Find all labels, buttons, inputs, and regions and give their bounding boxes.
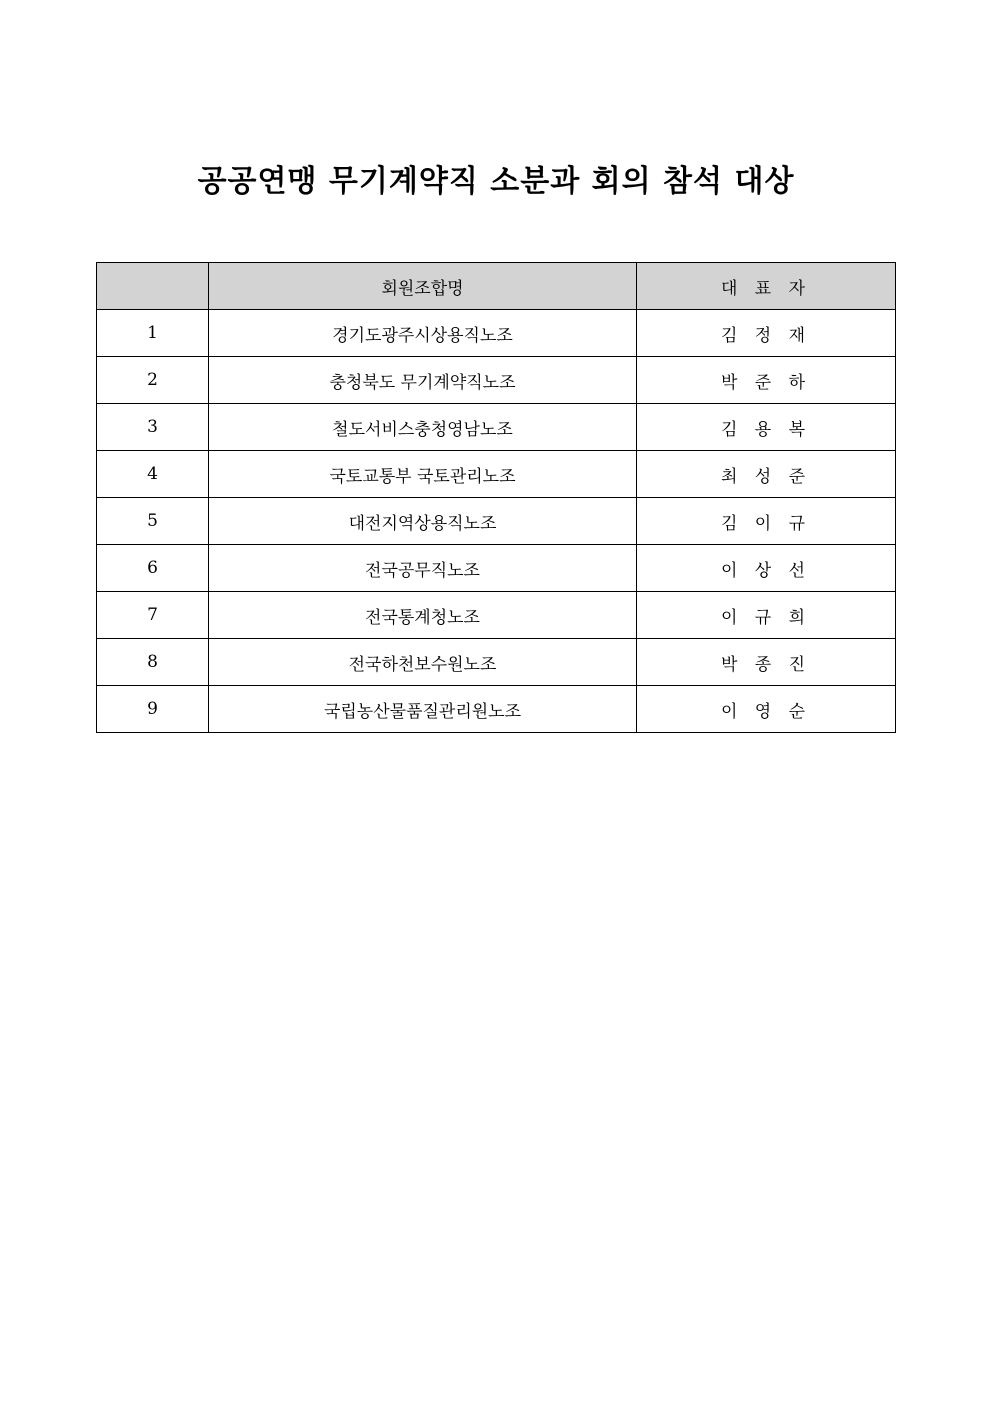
row-number: 4 bbox=[97, 451, 209, 498]
table-row bbox=[97, 451, 896, 498]
representative-name: 이 영 순 bbox=[637, 686, 896, 733]
header-representative: 대 표 자 bbox=[637, 263, 896, 310]
representative-name: 김 정 재 bbox=[637, 310, 896, 357]
row-number: 1 bbox=[97, 310, 209, 357]
representative-name: 박 종 진 bbox=[637, 639, 896, 686]
table-row bbox=[97, 545, 896, 592]
union-name: 충청북도 무기계약직노조 bbox=[209, 357, 637, 404]
row-number: 9 bbox=[97, 686, 209, 733]
table-row bbox=[97, 357, 896, 404]
row-number: 6 bbox=[97, 545, 209, 592]
representative-name: 최 성 준 bbox=[637, 451, 896, 498]
union-name: 국토교통부 국토관리노조 bbox=[209, 451, 637, 498]
row-number: 2 bbox=[97, 357, 209, 404]
union-name: 경기도광주시상용직노조 bbox=[209, 310, 637, 357]
table-row bbox=[97, 404, 896, 451]
union-name: 대전지역상용직노조 bbox=[209, 498, 637, 545]
union-name: 전국공무직노조 bbox=[209, 545, 637, 592]
row-number: 5 bbox=[97, 498, 209, 545]
table-row bbox=[97, 498, 896, 545]
union-name: 철도서비스충청영남노조 bbox=[209, 404, 637, 451]
member-table bbox=[96, 262, 896, 733]
representative-name: 김 용 복 bbox=[637, 404, 896, 451]
representative-name: 이 상 선 bbox=[637, 545, 896, 592]
representative-name: 김 이 규 bbox=[637, 498, 896, 545]
union-name: 국립농산물품질관리원노조 bbox=[209, 686, 637, 733]
header-number bbox=[97, 263, 209, 310]
header-union-name: 회원조합명 bbox=[209, 263, 637, 310]
row-number: 3 bbox=[97, 404, 209, 451]
table-row bbox=[97, 310, 896, 357]
table-header-row bbox=[97, 263, 896, 310]
union-name: 전국통계청노조 bbox=[209, 592, 637, 639]
representative-name: 박 준 하 bbox=[637, 357, 896, 404]
union-name: 전국하천보수원노조 bbox=[209, 639, 637, 686]
row-number: 8 bbox=[97, 639, 209, 686]
table-row bbox=[97, 592, 896, 639]
table-row bbox=[97, 686, 896, 733]
document-title: 공공연맹 무기계약직 소분과 회의 참석 대상 bbox=[197, 164, 795, 199]
representative-name: 이 규 희 bbox=[637, 592, 896, 639]
row-number: 7 bbox=[97, 592, 209, 639]
table-row bbox=[97, 639, 896, 686]
